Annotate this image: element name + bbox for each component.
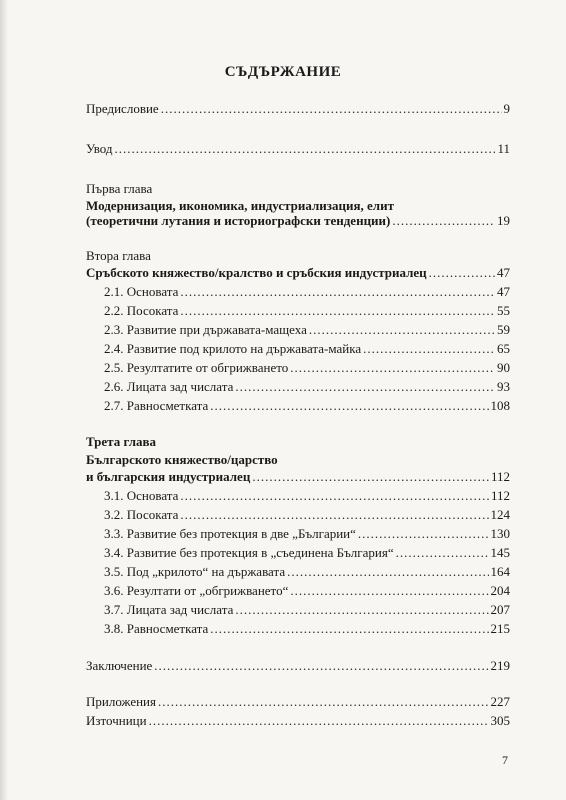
dot-leader <box>154 658 488 674</box>
dot-leader <box>161 101 502 117</box>
entry-label: 2.7. Равносметката <box>104 398 209 413</box>
entry-label: 2.4. Развитие под крилото на държавата-майка <box>104 341 362 356</box>
entry-label: и българския индустриалец <box>86 469 251 484</box>
dot-leader <box>149 713 489 729</box>
entry-page: 145 <box>490 545 510 560</box>
entry-label: 2.3. Развитие при държавата-мащеха <box>104 322 307 337</box>
toc-entry-section[interactable] <box>104 564 510 580</box>
chapter-heading: Трета глава <box>86 434 157 449</box>
dot-leader <box>210 621 488 637</box>
entry-label: Увод <box>86 141 113 156</box>
entry-page: 227 <box>490 694 510 709</box>
toc-entry-chapter-1[interactable] <box>86 213 510 229</box>
entry-page: 219 <box>490 658 510 673</box>
entry-page: 130 <box>490 526 510 541</box>
dot-leader <box>287 564 488 580</box>
toc-entry-section[interactable] <box>104 303 510 319</box>
toc-title: СЪДЪРЖАНИЕ <box>224 64 342 80</box>
dot-leader <box>309 322 495 338</box>
entry-label: 3.8. Равносметката <box>104 621 209 636</box>
dot-leader <box>210 398 488 414</box>
toc-entry-sources[interactable] <box>86 713 510 729</box>
dot-leader <box>363 341 495 357</box>
dot-leader <box>235 379 495 395</box>
dot-leader <box>180 488 489 504</box>
entry-label: 3.2. Посоката <box>104 507 179 522</box>
toc-entry-section[interactable] <box>104 284 510 300</box>
chapter-heading: Първа глава <box>86 181 153 196</box>
entry-label: (теоретични лутания и историографски тенденции) <box>86 213 391 228</box>
entry-page: 112 <box>490 488 510 503</box>
entry-page: 47 <box>497 265 510 280</box>
dot-leader <box>180 303 495 319</box>
toc-entry-section[interactable] <box>104 379 510 395</box>
entry-page: 112 <box>490 469 510 484</box>
entry-page: 90 <box>497 360 510 375</box>
dot-leader <box>235 602 488 618</box>
dot-leader <box>252 469 489 485</box>
chapter-title-line: Българското княжество/царство <box>86 452 278 467</box>
entry-page: 305 <box>490 713 510 728</box>
dot-leader <box>180 507 488 523</box>
dot-leader <box>180 284 495 300</box>
toc-entry-chapter-2[interactable] <box>86 265 510 281</box>
toc-entry-section[interactable] <box>104 341 510 357</box>
entry-label: 3.3. Развитие без протекция в две „Българии“ <box>104 526 356 541</box>
entry-page: 108 <box>490 398 510 413</box>
chapter-title-line: Модернизация, икономика, индустриализация, елит <box>86 198 394 213</box>
entry-label: 2.6. Лицата зад числата <box>104 379 234 394</box>
toc-entry-chapter-3[interactable] <box>86 469 510 485</box>
entry-page: 215 <box>490 621 510 636</box>
toc-entry-section[interactable] <box>104 526 510 542</box>
dot-leader <box>396 545 489 561</box>
dot-leader <box>358 526 489 542</box>
toc-entry-preface[interactable] <box>86 101 510 117</box>
toc-entry-section[interactable] <box>104 545 510 561</box>
toc-entry-intro[interactable] <box>86 141 510 157</box>
entry-label: 2.1. Основата <box>104 284 179 299</box>
entry-label: 3.7. Лицата зад числата <box>104 602 234 617</box>
toc-entry-section[interactable] <box>104 398 510 414</box>
dot-leader <box>429 265 495 281</box>
chapter-heading: Втора глава <box>86 248 151 263</box>
toc-entry-section[interactable] <box>104 602 510 618</box>
dot-leader <box>290 583 488 599</box>
toc-entry-section[interactable] <box>104 322 510 338</box>
entry-label: 2.5. Резултатите от обгрижването <box>104 360 289 375</box>
page-number: 7 <box>502 753 508 767</box>
entry-page: 65 <box>497 341 510 356</box>
dot-leader <box>158 694 489 710</box>
entry-label: 3.4. Развитие без протекция в „съединена България“ <box>104 545 394 560</box>
entry-page: 47 <box>497 284 510 299</box>
entry-label: 3.1. Основата <box>104 488 179 503</box>
toc-entry-conclusion[interactable] <box>86 658 510 674</box>
entry-page: 93 <box>497 379 510 394</box>
entry-label: 3.6. Резултати от „обгрижването“ <box>104 583 289 598</box>
dot-leader <box>392 213 495 229</box>
entry-page: 164 <box>490 564 510 579</box>
entry-label: Източници <box>86 713 147 728</box>
entry-label: 2.2. Посоката <box>104 303 179 318</box>
toc-entry-section[interactable] <box>104 583 510 599</box>
entry-page: 11 <box>497 141 510 156</box>
entry-page: 204 <box>490 583 510 598</box>
entry-label: Приложения <box>86 694 156 709</box>
toc-entry-section[interactable] <box>104 507 510 523</box>
entry-page: 55 <box>497 303 510 318</box>
entry-page: 124 <box>490 507 510 522</box>
toc-entry-appendices[interactable] <box>86 694 510 710</box>
entry-label: Сръбското княжество/кралство и сръбския индустриалец <box>86 265 427 280</box>
dot-leader <box>290 360 495 376</box>
toc-entry-section[interactable] <box>104 488 510 504</box>
entry-label: Заключение <box>86 658 153 673</box>
entry-page: 19 <box>497 213 510 228</box>
entry-label: 3.5. Под „крилото“ на държавата <box>104 564 286 579</box>
toc-entry-section[interactable] <box>104 360 510 376</box>
dot-leader <box>115 141 496 157</box>
toc-entry-section[interactable] <box>104 621 510 637</box>
entry-page: 59 <box>497 322 510 337</box>
entry-page: 9 <box>503 101 510 116</box>
entry-label: Предисловие <box>86 101 159 116</box>
entry-page: 207 <box>490 602 510 617</box>
